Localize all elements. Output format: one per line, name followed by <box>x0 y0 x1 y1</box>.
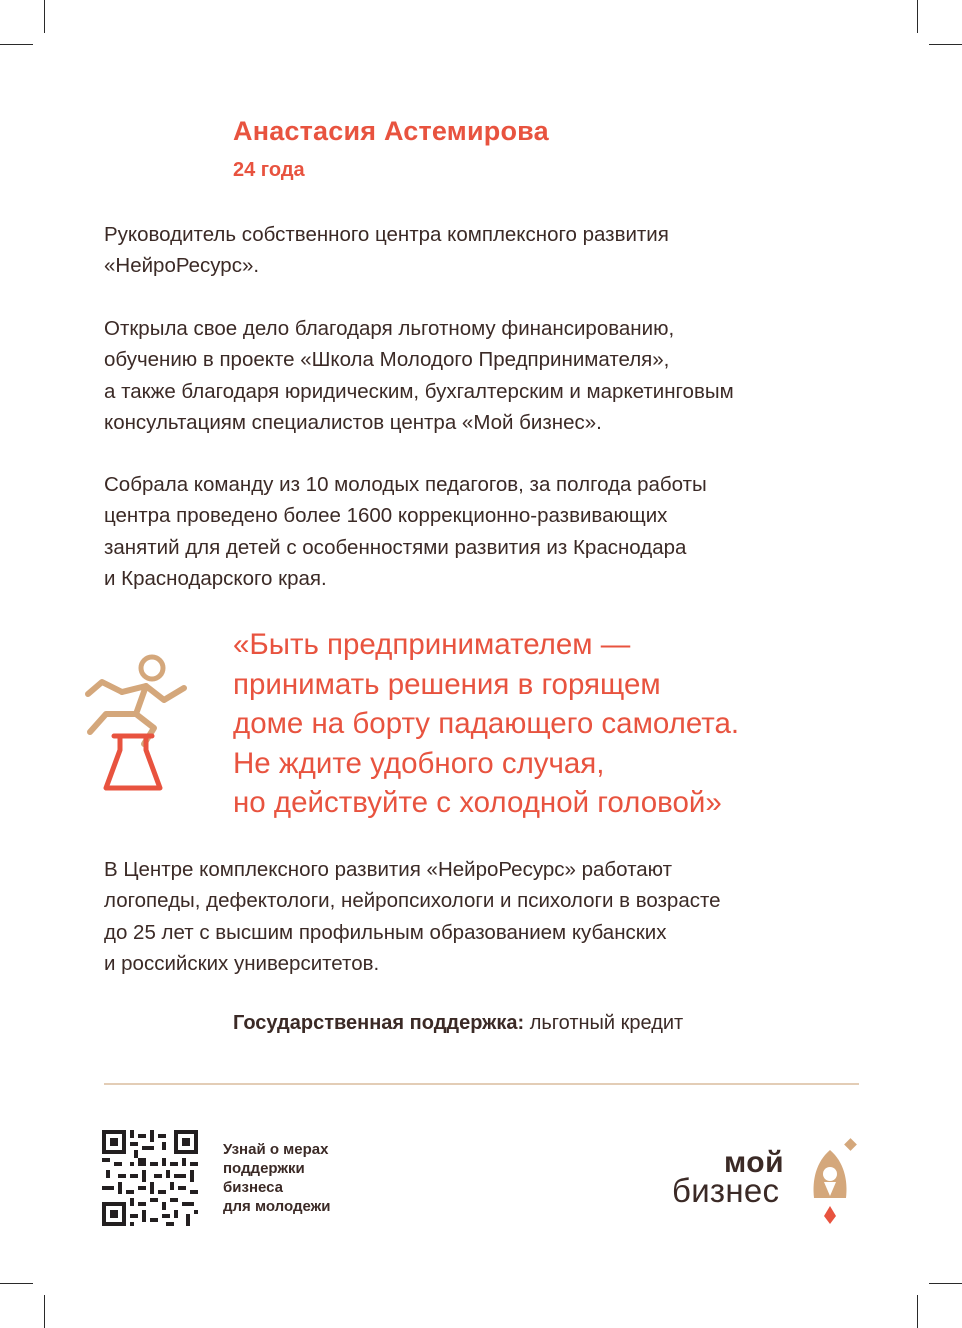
text-line: «НейроРесурс». <box>104 254 260 278</box>
text-line: центра проведено более 1600 коррекционно-развивающих <box>104 504 668 528</box>
person-name: Анастасия Астемирова <box>233 116 549 146</box>
intro-paragraph <box>104 219 669 282</box>
pull-quote <box>233 625 739 823</box>
caption-line: бизнеса <box>223 1179 284 1196</box>
crop-mark <box>917 1295 918 1328</box>
quote-line: доме на борту падающего самолета. <box>233 707 740 740</box>
caption-line: для молодежи <box>223 1198 331 1215</box>
caption-line: поддержки <box>223 1160 305 1177</box>
crop-mark <box>917 0 918 33</box>
quote-line: принимать решения в горящем <box>233 667 661 701</box>
text-line: обучению в проекте «Школа Молодого Предпринимателя», <box>104 348 670 372</box>
text-line: Руководитель собственного центра комплексного развития <box>104 223 669 246</box>
state-support-line <box>233 1012 683 1035</box>
quote-line: «Быть предпринимателем — <box>233 628 631 661</box>
support-story-paragraph <box>104 313 734 438</box>
qr-code[interactable] <box>102 1130 198 1226</box>
quote-line: Не ждите удобного случая, <box>233 746 605 780</box>
text-line: Открыла свое дело благодаря льготному финансированию, <box>104 317 675 340</box>
quote-line: но действуйте с холодной головой» <box>233 786 722 819</box>
text-line: Собрала команду из 10 молодых педагогов, за полгода работы <box>104 473 707 496</box>
achievements-paragraph <box>104 469 707 594</box>
text-line: В Центре комплексного развития «НейроРесурс» работают <box>104 858 672 881</box>
text-line: и Краснодарского края. <box>104 566 327 590</box>
person-age: 24 года <box>233 159 305 181</box>
text-line: логопеды, дефектологи, нейропсихологи и психологи в возрасте <box>104 889 721 913</box>
divider <box>104 1083 859 1085</box>
crop-mark <box>0 44 33 45</box>
rocket-logo-icon <box>808 1136 864 1226</box>
qr-caption <box>223 1140 330 1216</box>
center-staff-paragraph <box>104 854 721 979</box>
support-label: Государственная поддержка: <box>233 1012 525 1034</box>
crop-mark <box>44 0 45 33</box>
text-line: занятий для детей с особенностями развития из Краснодара <box>104 535 687 559</box>
support-value: льготный кредит <box>524 1012 684 1034</box>
logo-text-bottom: бизнес <box>672 1172 780 1209</box>
runner-hurdle-icon <box>84 652 190 800</box>
crop-mark <box>929 44 962 45</box>
text-line: консультациям специалистов центра «Мой бизнес». <box>104 410 602 434</box>
text-line: и российских университетов. <box>104 951 380 975</box>
crop-mark <box>44 1295 45 1328</box>
text-line: до 25 лет с высшим профильным образованием кубанских <box>104 920 667 944</box>
logo-text-top: мой <box>724 1146 785 1179</box>
text-line: а также благодаря юридическим, бухгалтерским и маркетинговым <box>104 379 734 403</box>
crop-mark <box>0 1283 33 1284</box>
caption-line: Узнай о мерах <box>223 1141 329 1158</box>
crop-mark <box>929 1283 962 1284</box>
